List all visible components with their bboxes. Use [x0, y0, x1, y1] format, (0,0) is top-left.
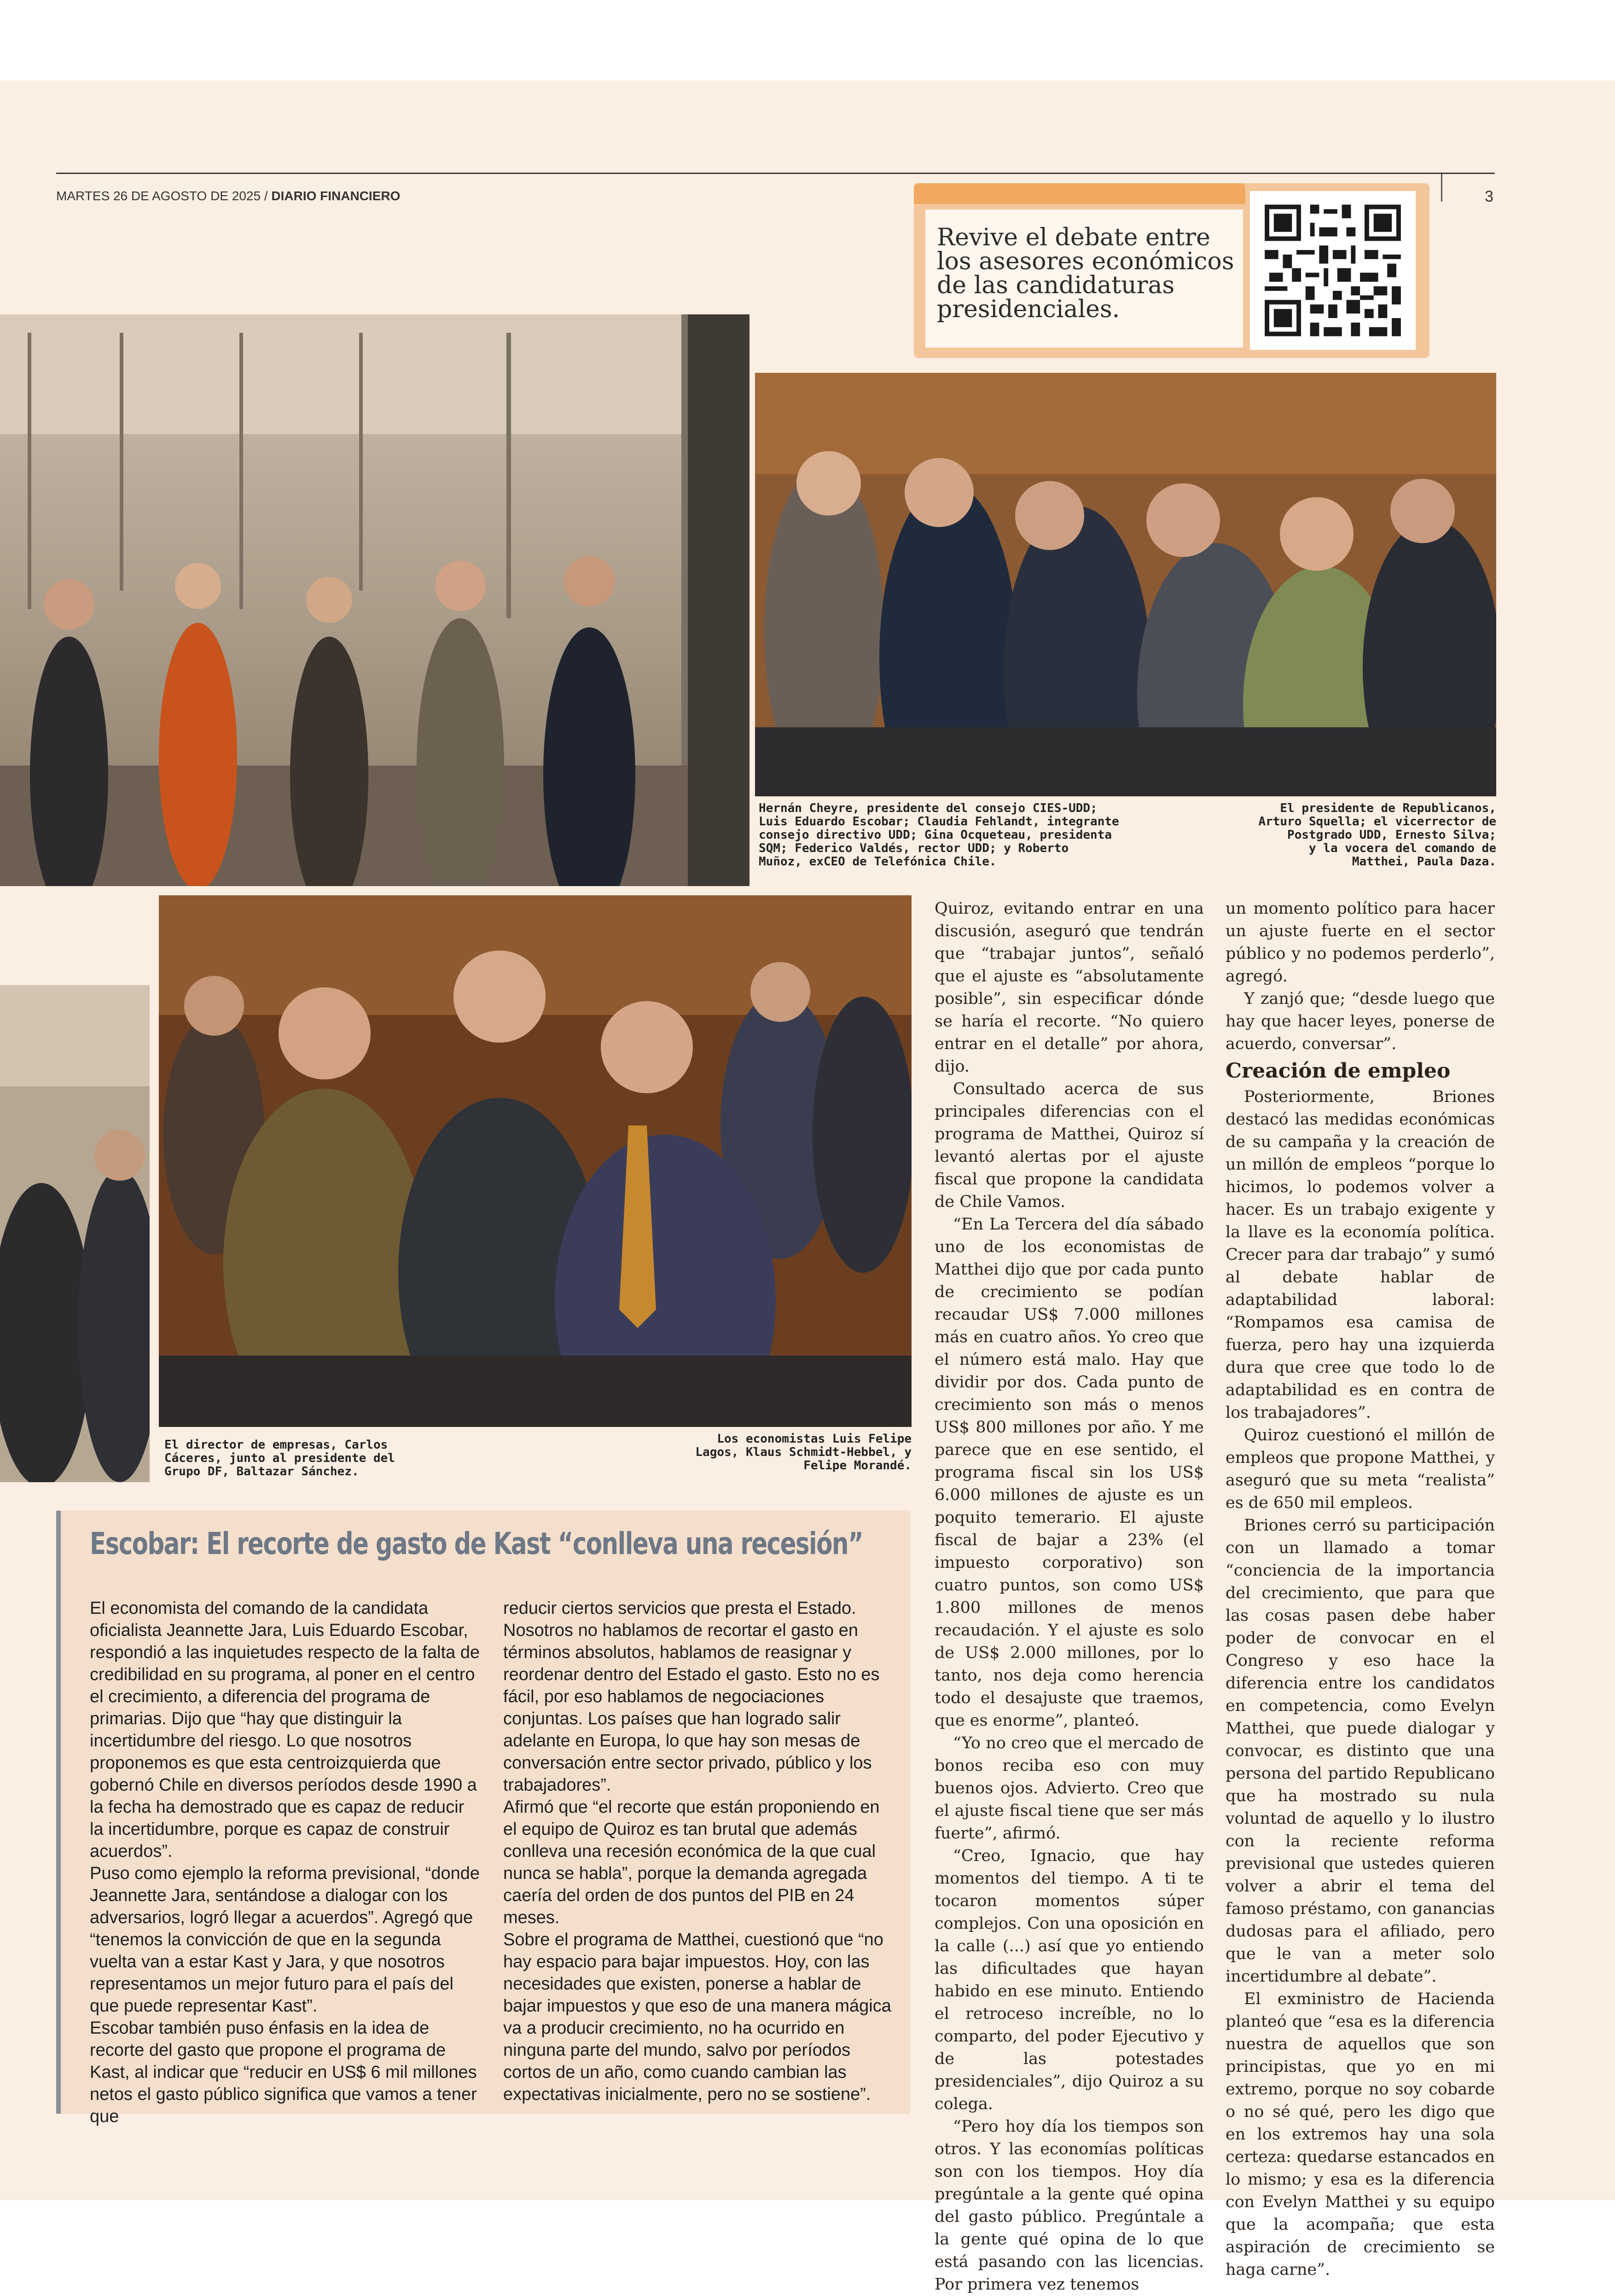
caption-line: Los economistas Luis Felipe: [717, 1432, 912, 1446]
photo-crowd-edge: [0, 985, 150, 1482]
page-header: [56, 189, 400, 203]
article-paragraph: “Creo, Ignacio, que hay momentos del tiempo. A ti te tocaron momentos súper complejos. Con una oposición en la calle (...) así que yo entiendo las dificultades que hayan habido en ese minuto. Entiendo el retroceso increíble, no lo comparto, del poder Ejecutivo y de las potestades presidenciales”, dijo Quiroz a su colega.: [935, 1847, 1204, 2113]
qr-code-icon[interactable]: [1250, 191, 1416, 350]
caption-line: y la vocera del comando de: [1309, 841, 1496, 855]
caption-group-photo: [759, 802, 1173, 869]
sidebar-column-2: [503, 1597, 895, 2105]
article-paragraph: “Pero hoy día los tiempos son otros. Y las economías políticas son con los tiempos. Hoy día pregúntale a la gente qué opina del gasto público. Pregúntale a la gente qué opina de lo que está pasando con las licencias. Por primera vez tenemos: [935, 2117, 1204, 2294]
caption-line: El presidente de Republicanos,: [1280, 801, 1496, 815]
caption-audience-photo: [1197, 802, 1496, 869]
article-paragraph: Y zanjó que; “desde luego que hay que hacer leyes, ponerse de acuerdo, conversar”.: [1226, 990, 1495, 1053]
photo-economists-seated: [159, 895, 912, 1427]
sidebar-paragraph: Escobar también puso énfasis en la idea de recorte del gasto que propone el programa de Kast, al indicar que “reducir en US$ 6 mil millones netos el gasto público significa que vamos a tener que: [90, 2018, 477, 2126]
caption-line: Lagos, Klaus Schmidt-Hebbel, y: [695, 1445, 912, 1459]
caption-line: consejo directivo UDD; Gina Ocqueteau, presidenta: [759, 828, 1112, 842]
header-publication: DIARIO FINANCIERO: [271, 189, 401, 203]
caption-line: Felipe Morandé.: [803, 1459, 912, 1473]
caption-line: Hernán Cheyre, presidente del consejo CIES-UDD;: [759, 801, 1098, 815]
article-paragraph: Posteriormente, Briones destacó las medidas económicas de su campaña y la creación de un millón de empleos “porque lo hicimos, lo podemos volver a hacer. Es un trabajo exigente y la llave es la economía política. Crecer para dar trabajo” y sumó al debate hablar de adaptabilidad laboral: “Rompamos esa camisa de fuerza, pero hay una izquierda dura que cree que todo lo de adaptabilidad es en contra de los trabajadores”.: [1226, 1088, 1495, 1422]
sidebar-column-1: [90, 1597, 481, 2128]
sidebar-paragraph: Sobre el programa de Matthei, cuestionó que “no hay espacio para bajar impuestos. Hoy, con las necesidades que existen, ponerse a hablar de bajar impuestos y que eso de una manera mágica va a producir crecimiento, no ha ocurrido en ninguna parte del mundo, salvo por períodos cortos de un año, como cuando cambian las expectativas inicialmente, pero no se sostiene”.: [503, 1930, 891, 2104]
caption-line: Grupo DF, Baltazar Sánchez.: [164, 1465, 359, 1478]
caption-line: Matthei, Paula Daza.: [1352, 855, 1496, 869]
sidebar-accent-bar: [56, 1511, 61, 2114]
header-rule: [56, 173, 1495, 174]
promo-line-4: presidenciales.: [937, 296, 1120, 323]
sidebar-paragraph: Puso como ejemplo la reforma previsional, “donde Jeannette Jara, sentándose a dialogar con los adversarios, logró llegar a acuerdos”. Agregó que “tenemos la convicción de que en la segunda vuelta van a estar Kast y Jara, y que nosotros representamos un mejor futuro para el país del que puede representar Kast”.: [90, 1864, 480, 2016]
sidebar-title: Escobar: El recorte de gasto de Kast “conlleva una recesión”: [90, 1526, 863, 1561]
caption-line: Cáceres, junto al presidente del: [164, 1451, 395, 1465]
article-paragraph: “Yo no creo que el mercado de bonos reciba eso con muy buenos ojos. Advierto. Creo que el ajuste fiscal tiene que ser más fuerte”, afirmó.: [935, 1734, 1204, 1843]
article-paragraph: Consultado acerca de sus principales diferencias con el programa de Matthei, Quiroz sí levantó alertas por el ajuste fiscal que propone la candidata de Chile Vamos.: [935, 1080, 1204, 1211]
article-paragraph: El exministro de Hacienda planteó que “esa es la diferencia nuestra de aquellos que son principistas, que yo en mi extremo, porque no soy cobarde o no sé qué, pero les digo que en los extremos hay una sola certeza: quedarse estancados en lo mismo; y esa es la diferencia con Evelyn Matthei y su equipo que la acompaña; que esta aspiración de crecimiento se haga carne”.: [1226, 1990, 1495, 2279]
promo-line-2: los asesores económicos: [937, 248, 1234, 275]
article-subheading: Creación de empleo: [1226, 1059, 1451, 1083]
caption-line: Postgrado UDD, Ernesto Silva;: [1287, 828, 1496, 842]
caption-line: Luis Eduardo Escobar; Claudia Fehlandt, integrante: [759, 815, 1119, 829]
sidebar-paragraph: Afirmó que “el recorte que están proponiendo en el equipo de Quiroz es tan brutal que además conlleva una recesión económica de la que cual nunca se habla”, porque la demanda agregada caería del orden de dos puntos del PIB en 24 meses.: [503, 1797, 880, 1927]
article-paragraph: Quiroz, evitando entrar en una discusión, aseguró que tendrán que “trabajar juntos”, señaló que el ajuste es “absolutamente posible”, sin especificar dónde se haría el recorte. “No quiero entrar en el detalle” por ahora, dijo.: [935, 899, 1204, 1076]
promo-line-3: de las candidaturas: [937, 272, 1175, 299]
header-divider: [1441, 174, 1442, 202]
promo-text: [937, 226, 1241, 321]
article-column-1: [935, 898, 1204, 2296]
caption-caceres-photo: [164, 1438, 441, 1478]
caption-economists-photo: [612, 1432, 912, 1473]
page-number: 3: [1485, 188, 1493, 205]
article-paragraph: Briones cerró su participación con un llamado a tomar “conciencia de la importancia del crecimiento, que para que las cosas pasen debe haber poder de convocar en el Congreso y eso hace la diferencia entre los candidatos en competencia, como Evelyn Matthei, que puede dialogar y convocar, es distinto que una persona del partido Republicano que ha mostrado su nula voluntad de aquello y lo ilustro con la reciente reforma previsional que ustedes quieren volver a abrir el tema del famoso préstamo, con ganancias dudosas para el afiliado, pero que le van a meter solo incertidumbre al debate”.: [1226, 1516, 1495, 1986]
caption-line: Muñoz, exCEO de Telefónica Chile.: [759, 855, 997, 869]
header-separator: /: [261, 189, 272, 203]
caption-line: El director de empresas, Carlos: [164, 1438, 388, 1452]
article-column-2: [1226, 898, 1495, 2281]
article-paragraph: Quiroz cuestionó el millón de empleos que propone Matthei, y aseguró que su meta “realista” es de 650 mil empleos.: [1226, 1426, 1495, 1512]
sidebar-paragraph: El economista del comando de la candidata oficialista Jeannette Jara, Luis Eduardo Escobar, respondió a las inquietudes respecto de la falta de credibilidad en su programa, al poner en el centro el crecimiento, a diferencia del programa de primarias. Dijo que “hay que distinguir la incertidumbre del riesgo. Lo que nosotros proponemos es que esta centroizquierda que gobernó Chile en diversos períodos desde 1990 a la fecha ha demostrado que es capaz de reducir la incertidumbre, porque es capaz de construir acuerdos”.: [90, 1599, 480, 1861]
article-paragraph: un momento político para hacer un ajuste fuerte en el sector público y no podemos perderlo”, agregó.: [1226, 899, 1495, 986]
photo-group-standing: [0, 314, 749, 886]
sidebar-paragraph: reducir ciertos servicios que presta el Estado. Nosotros no hablamos de recortar el gasto en términos absolutos, hablamos de reasignar y reordenar dentro del Estado el gasto. Esto no es fácil, por eso hablamos de negociaciones conjuntas. Los países que han logrado salir adelante en Europa, lo que hay son mesas de conversación entre sector privado, público y los trabajadores”.: [503, 1599, 880, 1795]
caption-line: Arturo Squella; el vicerrector de: [1258, 815, 1496, 829]
article-paragraph: “En La Tercera del día sábado uno de los economistas de Matthei dijo que por cada punto de crecimiento se podían recaudar US$ 7.000 millones más en cuatro años. Yo creo que el número está malo. Hay que dividir por dos. Cada punto de crecimiento son más o menos US$ 800 millones por año. Y me parece que en ese sentido, el programa fiscal sin los US$ 6.000 millones de ajuste es un poquito temerario. El ajuste fiscal de bajar a 23% (el impuesto corporativo) son cuatro puntos, son como US$ 1.800 millones de menos recaudación. Y el ajuste es solo de US$ 2.000 millones, por lo tanto, nos deja como herencia todo el desajuste que traemos, que es enorme”, planteó.: [935, 1215, 1204, 1730]
caption-line: SQM; Federico Valdés, rector UDD; y Roberto: [759, 841, 1069, 855]
promo-accent-bar: [914, 183, 1245, 204]
photo-audience-republicanos: [755, 373, 1496, 796]
header-date: MARTES 26 DE AGOSTO DE 2025: [56, 189, 261, 203]
promo-line-1: Revive el debate entre: [937, 224, 1210, 251]
